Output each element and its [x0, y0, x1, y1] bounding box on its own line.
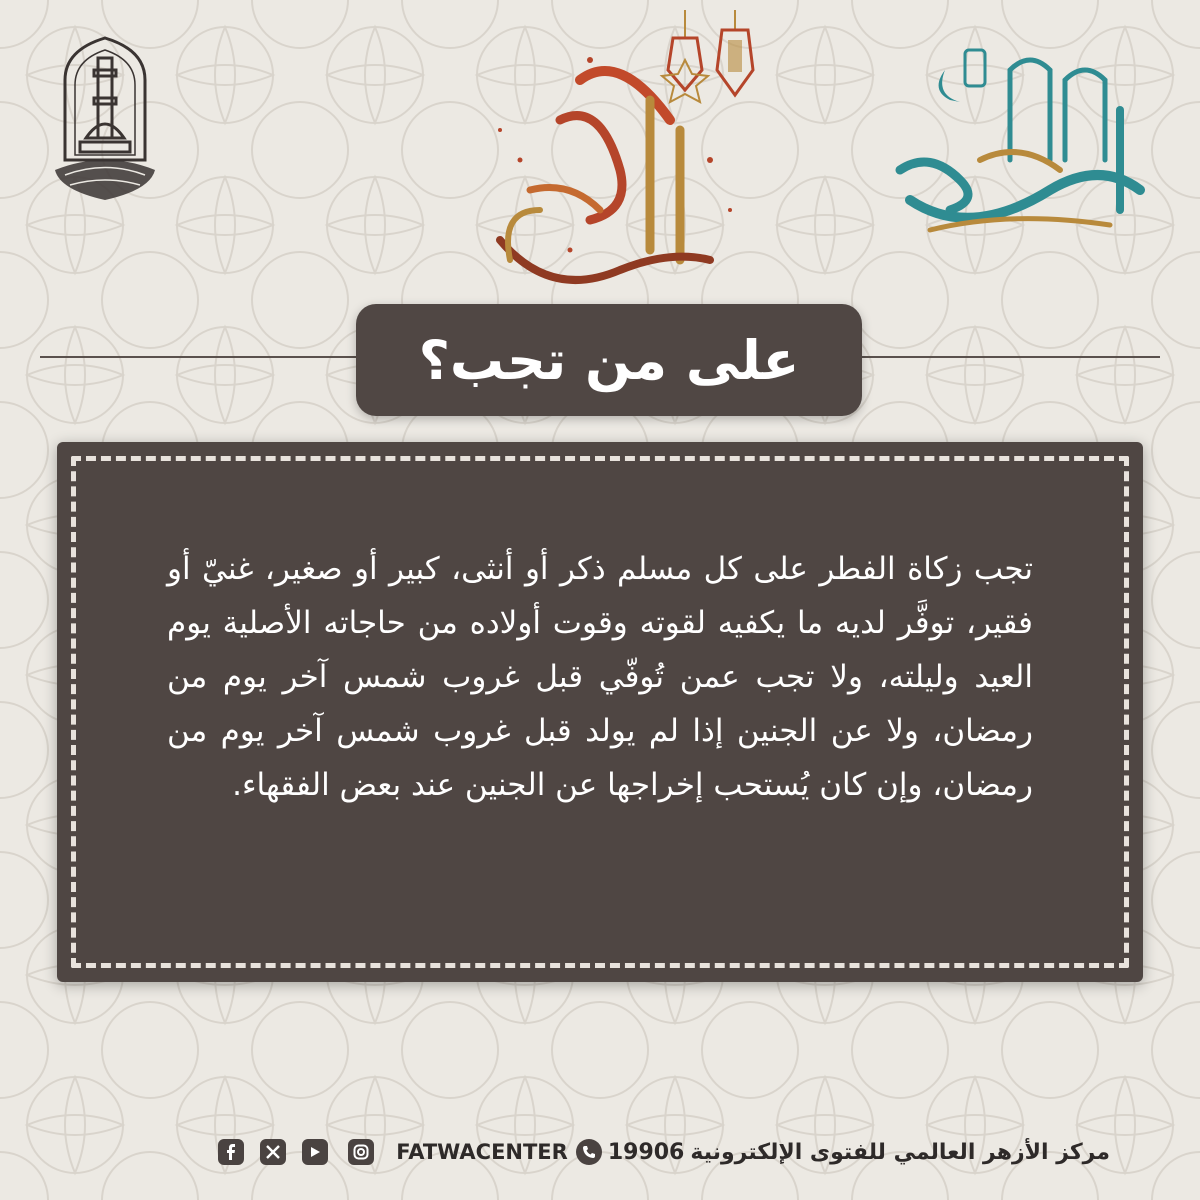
al-azhar-seal-icon — [50, 30, 160, 205]
instagram-icon[interactable] — [348, 1139, 374, 1165]
title-divider-left — [40, 356, 360, 358]
phone-icon — [576, 1139, 602, 1165]
footer-phone[interactable]: 19906 — [607, 1139, 685, 1165]
content-card — [57, 442, 1143, 982]
youtube-icon[interactable] — [302, 1139, 328, 1165]
futihat-abwab-al-jannah-calligraphy-icon — [890, 40, 1150, 240]
x-icon[interactable] — [260, 1139, 286, 1165]
title-divider-right — [860, 356, 1160, 358]
footer-bar — [160, 1135, 1110, 1169]
title-banner — [356, 304, 862, 416]
footer-handle[interactable]: FATWACENTER — [396, 1140, 568, 1164]
body-text: تجب زكاة الفطر على كل مسلم ذكر أو أنثى، كبير أو صغير، غنيّ أو فقير، توفَّر لديه ما يكفيه لقوته وقوت أولاده من حاجاته الأصلية يوم العيد وليلته، ولا تجب عمن تُوفّي قبل غروب شمس آخر يوم من رمضان، ولا عن الجنين إذا لم يولد قبل غروب شمس آخر يوم من رمضان، وإن كان يُستحب إخراجها عن الجنين عند بعض الفقهاء. — [167, 551, 1033, 803]
footer-org: مركز الأزهر العالمي للفتوى الإلكترونية — [690, 1139, 1110, 1165]
page-title: على من تجب؟ — [418, 328, 800, 392]
facebook-icon[interactable] — [218, 1139, 244, 1165]
zakat-al-fitr-calligraphy-icon — [470, 10, 760, 300]
